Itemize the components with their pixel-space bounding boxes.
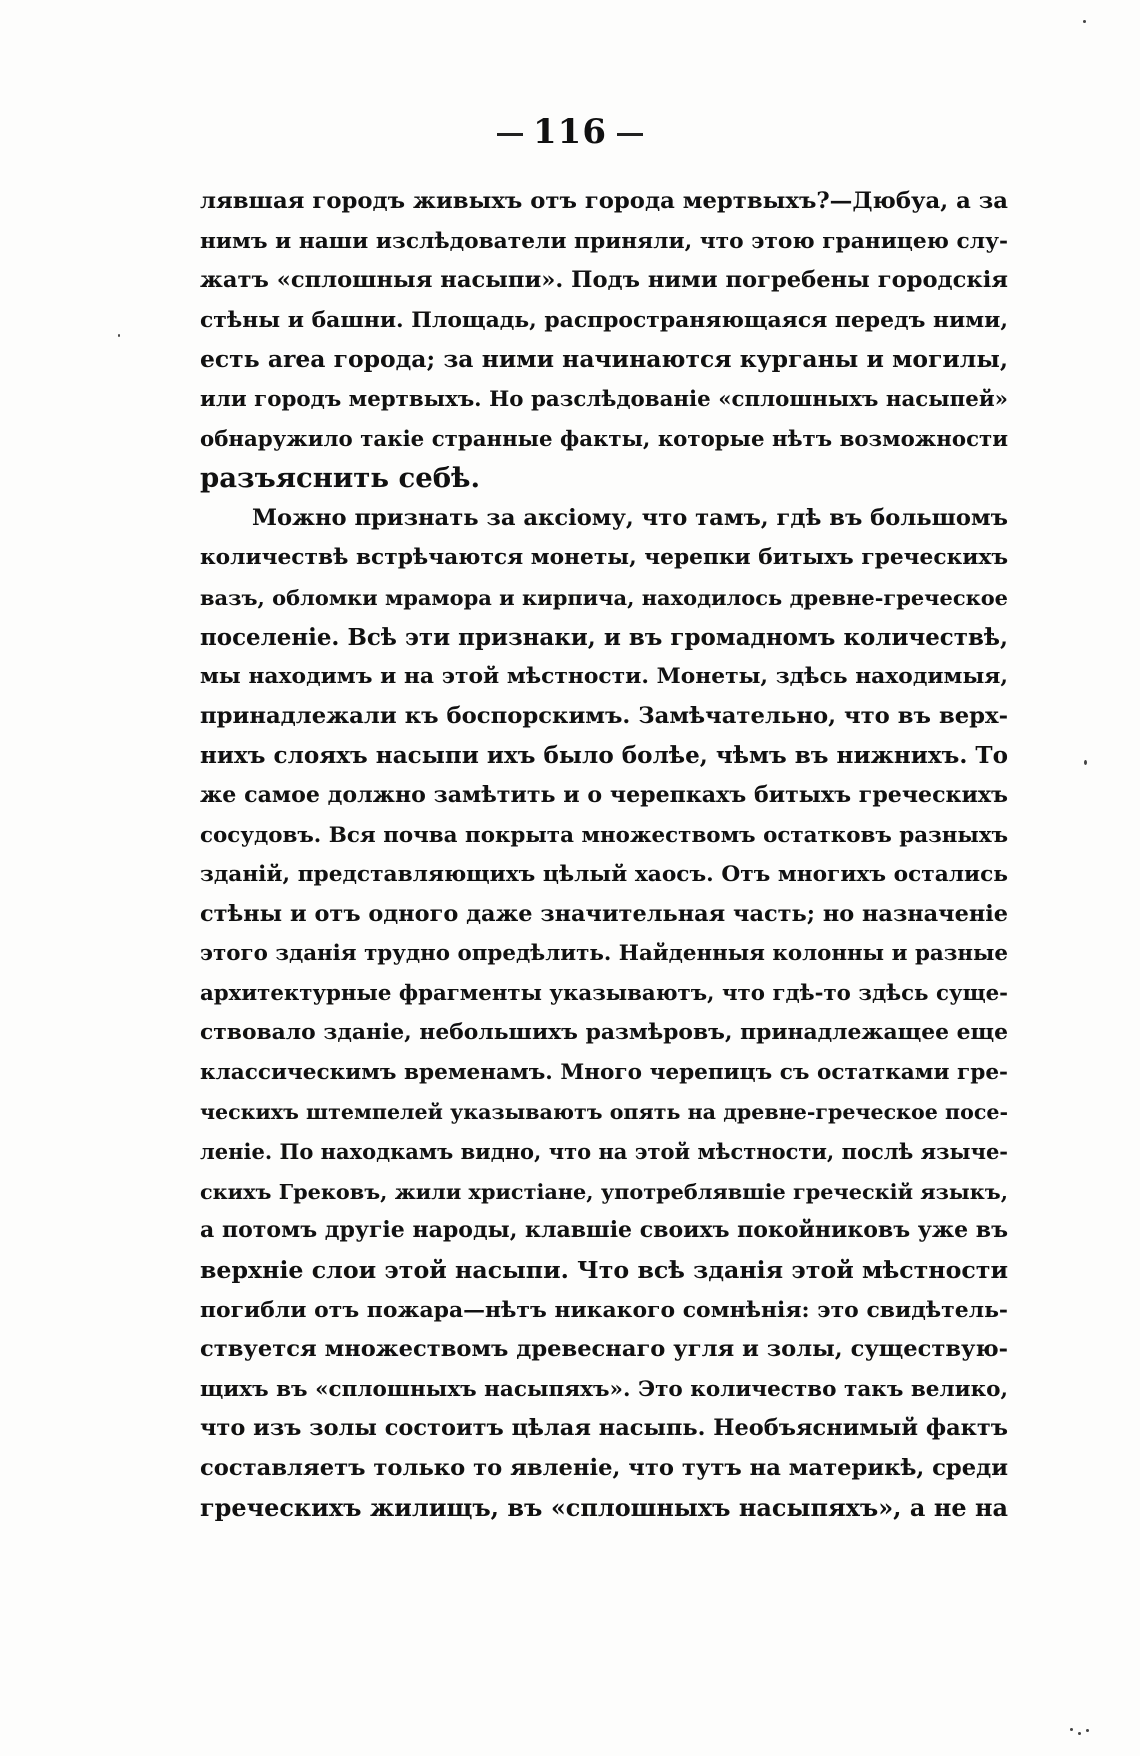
text-line: лявшая городъ живыхъ отъ города мертвыхъ?—Дюбуа, а за (200, 188, 1008, 214)
text-line: греческихъ жилищъ, въ «сплошныхъ насыпяхъ», а не на (200, 1493, 1008, 1522)
text-line: жатъ «сплошныя насыпи». Подъ ними погребены городскія (200, 267, 1008, 294)
text-line: нихъ слояхъ насыпи ихъ было болѣе, чѣмъ въ нижнихъ. То (200, 742, 1008, 770)
text-line: этого зданія трудно опредѣлить. Найденныя колонны и разные (200, 941, 1008, 967)
text-line: архитектурные фрагменты указываютъ, что гдѣ-то здѣсь суще- (200, 980, 1008, 1006)
text-line: мы находимъ и на этой мѣстности. Монеты, здѣсь находимыя, (200, 664, 1008, 690)
text-line: поселеніе. Всѣ эти признаки, и въ громадномъ количествѣ, (200, 623, 1008, 651)
scan-speck (1083, 20, 1086, 23)
text-line: щихъ въ «сплошныхъ насыпяхъ». Это количество такъ велико, (200, 1376, 1008, 1402)
body-text (200, 182, 1008, 1528)
text-line: нимъ и наши изслѣдователи приняли, что этою границею слу- (200, 228, 1008, 254)
text-line: что изъ золы состоитъ цѣлая насыпь. Необъяснимый фактъ (200, 1415, 1008, 1442)
text-line: сосудовъ. Вся почва покрыта множествомъ остатковъ разныхъ (200, 822, 1008, 848)
text-line: леніе. По находкамъ видно, что на этой мѣстности, послѣ языче- (200, 1139, 1008, 1165)
text-line: скихъ Грековъ, жили христіане, употреблявшіе греческій языкъ, (200, 1178, 1008, 1204)
text-line: же самое должно замѣтить и о черепкахъ битыхъ греческихъ (200, 781, 1008, 808)
text-line: стѣны и башни. Площадь, распространяющаяся передъ ними, (200, 306, 1008, 333)
scan-speck (1084, 760, 1087, 765)
paragraph-start-line: Можно признать за аксіому, что тамъ, гдѣ въ большомъ (252, 504, 1008, 531)
text-line: обнаружило такіе странные факты, которые нѣтъ возможности (200, 426, 1008, 452)
page-number-text: 116 (533, 112, 607, 152)
text-line: вазъ, обломки мрамора и кирпича, находилось древне-греческое (200, 584, 1008, 610)
paragraph-end-line: разъяснить себѣ. (200, 462, 481, 495)
text-line: принадлежали къ боспорскимъ. Замѣчательно, что въ верх- (200, 702, 1008, 729)
text-line: верхніе слои этой насыпи. Что всѣ зданія этой мѣстности (200, 1256, 1008, 1285)
scan-speck (1086, 1729, 1089, 1732)
text-line: классическимъ временамъ. Много черепицъ съ остатками гре- (200, 1060, 1008, 1086)
left-dash-ornament (497, 133, 523, 136)
text-line: ствуется множествомъ древеснаго угля и золы, существую- (200, 1336, 1008, 1363)
text-line: есть area города; за ними начинаются курганы и могилы, (200, 345, 1008, 374)
right-dash-ornament (617, 133, 643, 136)
text-line: ческихъ штемпелей указываютъ опять на древне-греческое посе- (200, 1099, 1008, 1124)
page-number (0, 112, 1140, 152)
text-line: погибли отъ пожара—нѣтъ никакого сомнѣнія: это свидѣтель- (200, 1296, 1008, 1323)
scan-speck (1070, 1728, 1073, 1731)
text-line: количествѣ встрѣчаются монеты, черепки битыхъ греческихъ (200, 545, 1008, 571)
scan-speck (1078, 1732, 1081, 1735)
text-line: а потомъ другіе народы, клавшіе своихъ покойниковъ уже въ (200, 1217, 1008, 1244)
text-line: или городъ мертвыхъ. Но разслѣдованіе «сплошныхъ насыпей» (200, 386, 1008, 412)
scan-speck (118, 334, 120, 337)
text-line: зданій, представляющихъ цѣлый хаосъ. Отъ многихъ остались (200, 862, 1008, 888)
text-line: стѣны и отъ одного даже значительная часть; но назначеніе (200, 900, 1008, 927)
text-line: ствовало зданіе, небольшихъ размѣровъ, принадлежащее еще (200, 1020, 1008, 1046)
text-line: составляетъ только то явленіе, что тутъ на материкѣ, среди (200, 1455, 1008, 1481)
